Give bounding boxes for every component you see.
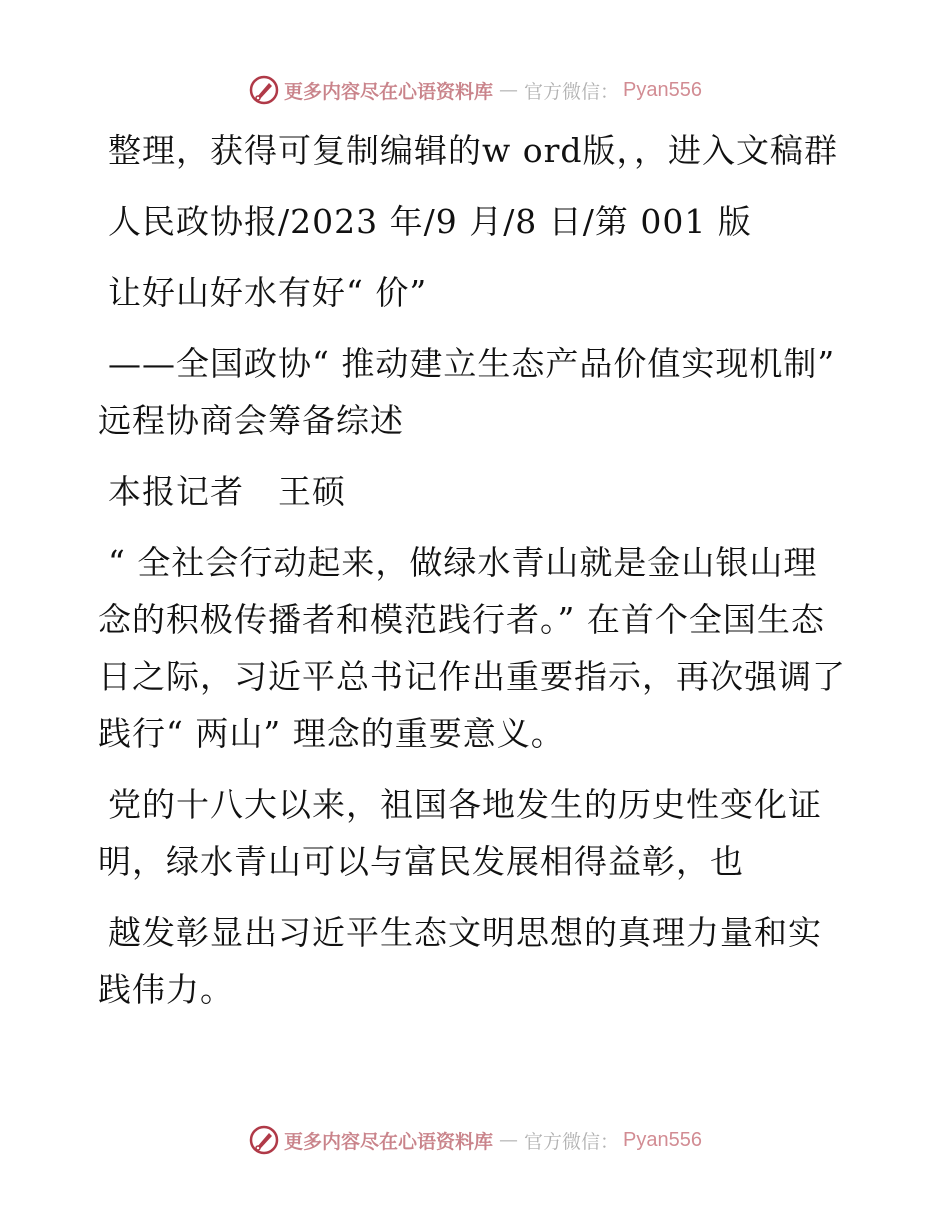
banner-title: 更多内容尽在心语资料库 (284, 80, 494, 103)
paragraph-body-3: 越发彰显出习近平生态文明思想的真理力量和实践伟力。 (98, 913, 822, 1009)
paragraph-body-1: “ 全社会行动起来，做绿水青山就是金山银山理念的积极传播者和模范践行者。” 在首个全国生态日之际，习近平总书记作出重要指示，再次强调了践行“ 两山” 理念的重要意义。 (98, 543, 846, 753)
paragraph-body-2: 党的十八大以来，祖国各地发生的历史性变化证明，绿水青山可以与富民发展相得益彰，也 (98, 785, 822, 881)
article-byline: 本报记者 王硕 (108, 472, 346, 511)
banner-subtitle: 官方微信： (524, 1130, 620, 1153)
article-subtitle: ——全国政协“ 推动建立生态产品价值实现机制” 远程协商会筹备综述 (98, 344, 836, 440)
paragraph-intro: 整理，获得可复制编辑的w ord版，，进入文稿群 (108, 131, 839, 170)
pen-nib-logo-icon (248, 74, 280, 106)
footer-banner-inner (248, 1124, 702, 1156)
article-title: 让好山好水有好“ 价” (108, 273, 428, 312)
banner-title: 更多内容尽在心语资料库 (284, 1130, 494, 1153)
pen-nib-logo-icon (248, 1124, 280, 1156)
footer-banner (0, 1120, 950, 1160)
header-banner-inner (248, 74, 702, 106)
banner-subtitle: 官方微信： (524, 80, 620, 103)
banner-dash: — (499, 79, 519, 101)
banner-wechat-handle: Pyan556 (623, 78, 702, 101)
header-banner (0, 70, 950, 110)
paragraph-source: 人民政协报/2023 年/9 月/8 日/第 001 版 (108, 202, 752, 241)
banner-wechat-handle: Pyan556 (623, 1128, 702, 1151)
document-body (98, 122, 850, 1032)
banner-dash: — (499, 1129, 519, 1151)
